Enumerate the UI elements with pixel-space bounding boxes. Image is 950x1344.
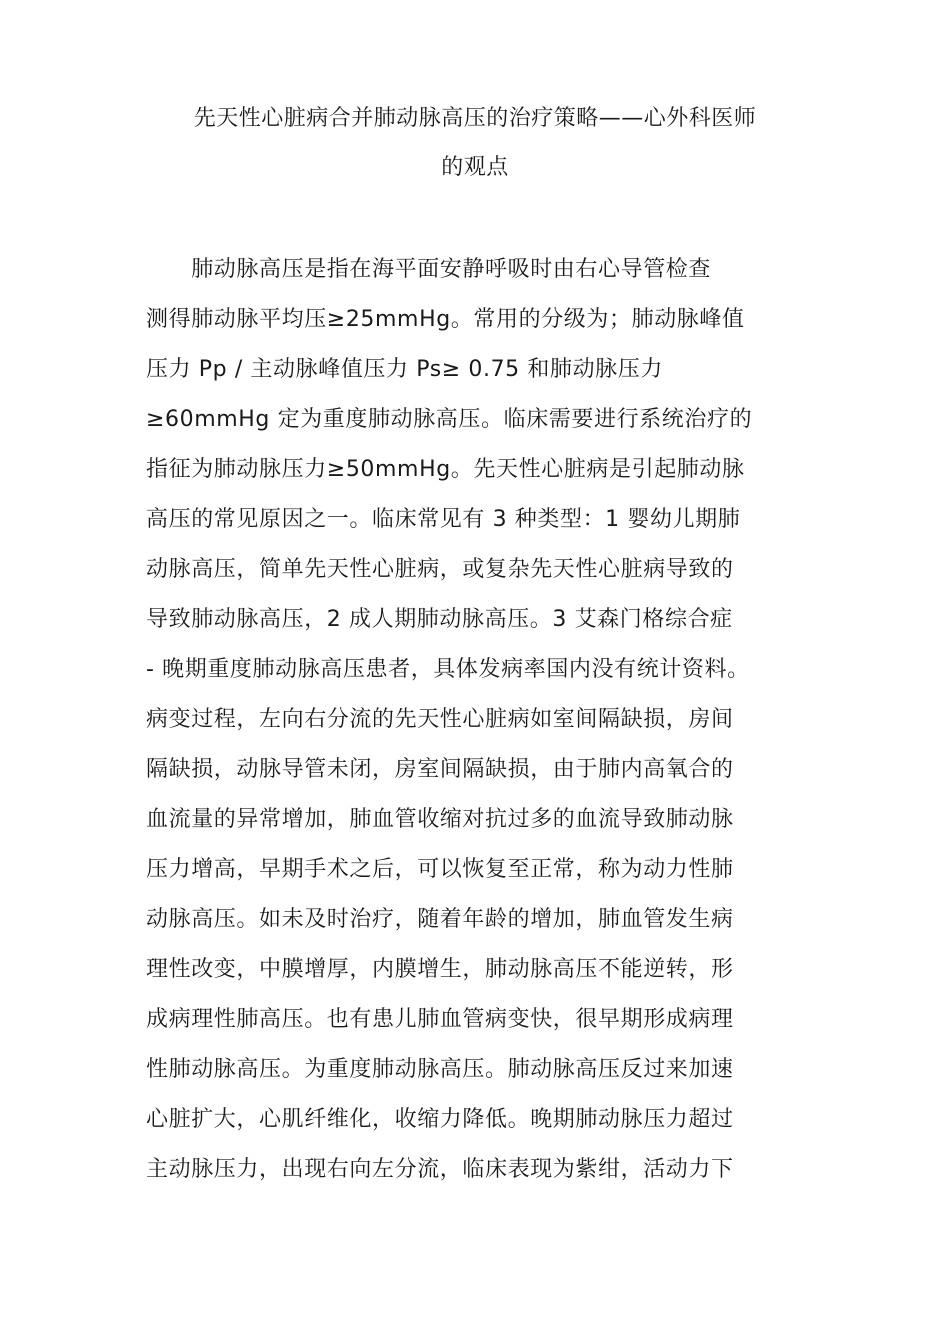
paragraph-line: 血流量的异常增加，肺血管收缩对抗过多的血流导致肺动脉: [146, 807, 734, 832]
paragraph-line: 理性改变，中膜增厚，内膜增生，肺动脉高压不能逆转，形: [146, 957, 734, 982]
paragraph-line: 动脉高压，简单先天性心脏病，或复杂先天性心脏病导致的: [146, 557, 734, 582]
document-title-line-2: 的观点: [441, 155, 509, 180]
paragraph-line: 压力 Pp / 主动脉峰值压力 Ps≥ 0.75 和肺动脉压力: [146, 357, 663, 382]
paragraph-line: 肺动脉高压是指在海平面安静呼吸时由右心导管检查: [146, 257, 712, 282]
paragraph-line: 导致肺动脉高压，2 成人期肺动脉高压。3 艾森门格综合症: [146, 607, 733, 632]
paragraph-line: 成病理性肺高压。也有患儿肺血管病变快，很早期形成病理: [146, 1007, 734, 1032]
paragraph-line: 指征为肺动脉压力≥50mmHg。先天性心脏病是引起肺动脉: [146, 457, 745, 482]
paragraph-line: ≥60mmHg 定为重度肺动脉高压。临床需要进行系统治疗的: [146, 407, 753, 432]
paragraph-line: 病变过程，左向右分流的先天性心脏病如室间隔缺损，房间: [146, 707, 734, 732]
paragraph-line: 压力增高，早期手术之后，可以恢复至正常，称为动力性肺: [146, 857, 734, 882]
paragraph-line: 隔缺损，动脉导管未闭，房室间隔缺损，由于肺内高氧合的: [146, 757, 734, 782]
paragraph-line: 动脉高压。如未及时治疗，随着年龄的增加，肺血管发生病: [146, 907, 734, 932]
paragraph-line: 高压的常见原因之一。临床常见有 3 种类型：1 婴幼儿期肺: [146, 507, 741, 532]
paragraph-line: - 晚期重度肺动脉高压患者，具体发病率国内没有统计资料。: [146, 657, 750, 682]
paragraph-line: 心脏扩大，心肌纤维化，收缩力降低。晚期肺动脉压力超过: [146, 1107, 734, 1132]
paragraph-line: 性肺动脉高压。为重度肺动脉高压。肺动脉高压反过来加速: [146, 1057, 734, 1082]
document-title-line-1: 先天性心脏病合并肺动脉高压的治疗策略——心外科医师: [193, 106, 757, 131]
paragraph-line: 主动脉压力，出现右向左分流，临床表现为紫绀，活动力下: [146, 1157, 734, 1182]
paragraph-line: 测得肺动脉平均压≥25mmHg。常用的分级为；肺动脉峰值: [146, 307, 745, 332]
